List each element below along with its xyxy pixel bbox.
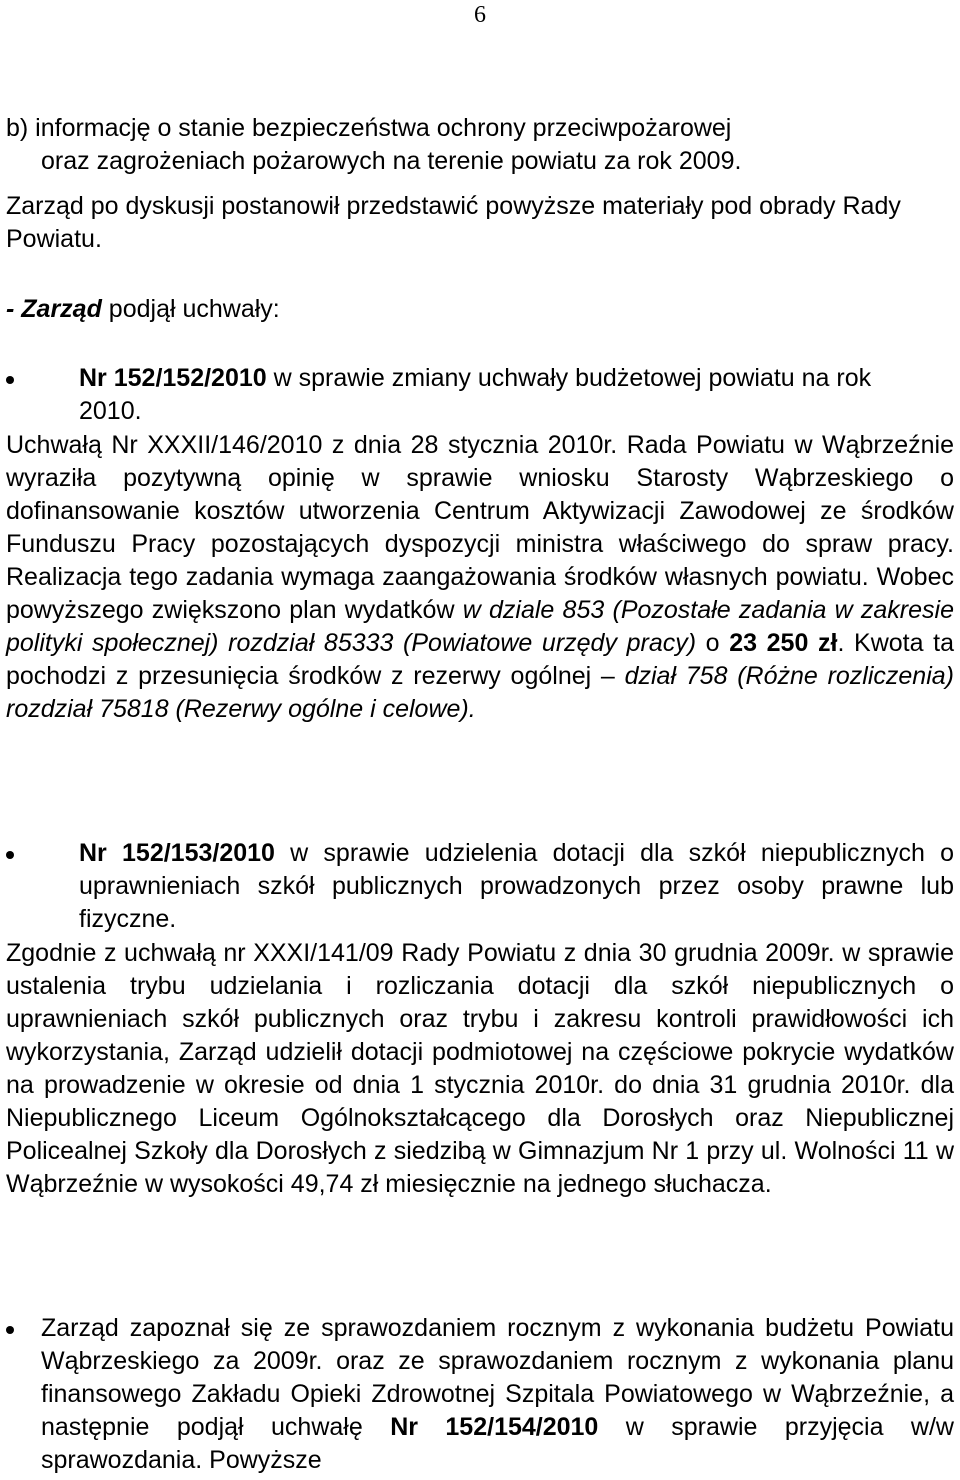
decision-paragraph [6, 190, 906, 256]
item-b-line2: oraz zagrożeniach pożarowych na terenie powiatu za rok 2009. [41, 147, 742, 175]
item-b [6, 112, 954, 178]
resolution-1-title [6, 362, 954, 428]
decision-text: Zarząd po dyskusji postanowił przedstawić powyższe materiały pod obrady Rady Powiatu. [6, 192, 901, 253]
resolution-1-number: Nr 152/152/2010 [79, 364, 267, 392]
resolution-1 [6, 362, 954, 428]
resolution-2-body-text: Zgodnie z uchwałą nr XXXI/141/09 Rady Powiatu z dnia 30 grudnia 2009r. w sprawie ustalenia trybu udzielania i rozliczania dotacji dla szkół niepublicznych o uprawnieniach szkół publicznych oraz trybu i zakresu kontroli prawidłowości ich wykorzystania, Zarząd udzielił dotacji podmiotowej na częściowe pokrycie wydatków na prowadzenie w okresie od dnia 1 stycznia 2010r. do dnia 31 grudnia 2010r. dla Niepublicznego Liceum Ogólnokształcącego dla Dorosłych oraz Niepublicznej Policealnej Szkoły dla Dorosłych z siedzibą w Gimnazjum Nr 1 przy ul. Wolności 11 w Wąbrzeźnie w wysokości 49,74 zł miesięcznie na jednego słuchacza. [6, 939, 954, 1198]
report-item-number: Nr 152/154/2010 [390, 1413, 599, 1441]
report-item [6, 1312, 954, 1477]
bullet-icon [6, 851, 14, 859]
resolution-2-title [6, 837, 954, 936]
resolution-1-body-classification: w dziale 853 (Pozostałe zadania w zakresie polityki społecznej) rozdział 85333 (Powiatowe urzędy pracy) [6, 596, 954, 657]
report-item-text [6, 1312, 954, 1477]
resolution-2-title-rest: w sprawie udzielenia dotacji dla szkół niepublicznych o uprawnieniach szkół publicznych prowadzonych przez osoby prawne lub fizyczne. [79, 839, 954, 933]
resolution-2-body [6, 937, 954, 1201]
resolution-2 [6, 837, 954, 936]
item-b-line1: b) informację o stanie bezpieczeństwa ochrony przeciwpożarowej [6, 114, 732, 142]
resolution-2-number: Nr 152/153/2010 [79, 839, 275, 867]
report-item-text-2: w sprawie przyjęcia w/w sprawozdania. Powyższe [41, 1413, 954, 1474]
resolution-1-body-source: . Kwota ta pochodzi z przesunięcia środków z rezerwy ogólnej – [6, 629, 954, 690]
resolution-1-body [6, 429, 954, 726]
bullet-icon [6, 376, 14, 384]
resolutions-heading [6, 293, 954, 326]
bullet-icon [6, 1326, 14, 1334]
resolutions-heading-bold: - Zarząd [6, 295, 102, 323]
resolution-1-amount: 23 250 zł [729, 629, 838, 657]
page-number: 6 [474, 2, 486, 28]
resolutions-heading-rest: podjął uchwały: [101, 295, 280, 323]
report-item-text-1: Zarząd zapoznał się ze sprawozdaniem rocznym z wykonania budżetu Powiatu Wąbrzeskiego za 2009r. oraz ze sprawozdaniem rocznym z wykonania planu finansowego Zakładu Opieki Zdrowotnej Szpitala Powiatowego w Wąbrzeźnie, a następnie podjął uchwałę [41, 1314, 954, 1441]
resolution-1-body-text: Uchwałą Nr XXXII/146/2010 z dnia 28 stycznia 2010r. Rada Powiatu w Wąbrzeźnie wyraziła pozytywną opinię w sprawie wniosku Starosty Wąbrzeskiego o dofinansowanie kosztów utworzenia Centrum Aktywizacji Zawodowej ze środków Funduszu Pracy pozostających dyspozycji ministra właściwego do spraw pracy. Realizacja tego zadania wymaga zaangażowania środków własnych powiatu. Wobec powyższego zwiększono plan wydatków [6, 431, 954, 624]
resolution-1-body-reserve: dział 758 (Różne rozliczenia) rozdział 75818 (Rezerwy ogólne i celowe). [6, 662, 954, 723]
resolution-1-title-rest: w sprawie zmiany uchwały budżetowej powiatu na rok 2010. [79, 364, 872, 425]
resolution-1-body-connector: o [696, 629, 730, 657]
